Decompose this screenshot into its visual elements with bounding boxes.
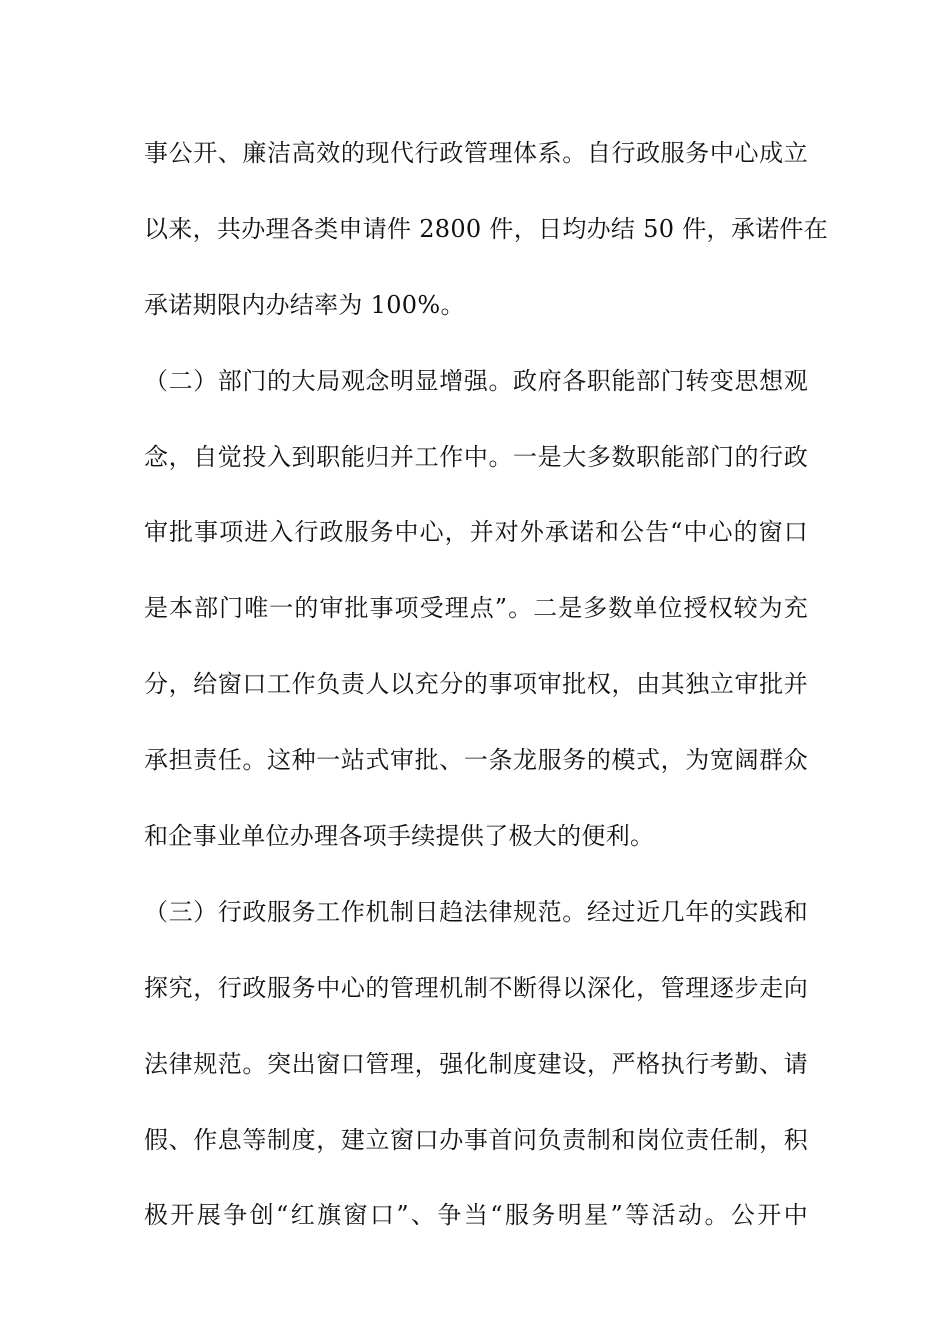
text-line: 念，自觉投入到职能归并工作中。一是大多数职能部门的行政 bbox=[144, 442, 808, 471]
text-line: 是本部门唯一的审批事项受理点”。二是多数单位授权较为充 bbox=[144, 594, 808, 623]
text-line: 假、作息等制度，建立窗口办事首问负责制和岗位责任制，积 bbox=[144, 1125, 808, 1154]
text-line: （二）部门的大局观念明显增强。政府各职能部门转变思想观 bbox=[144, 366, 808, 395]
text-line: 承诺期限内办结率为 100%。 bbox=[144, 290, 465, 319]
text-line: 审批事项进入行政服务中心，并对外承诺和公告“中心的窗口 bbox=[144, 518, 808, 547]
text-line: 探究，行政服务中心的管理机制不断得以深化，管理逐步走向 bbox=[144, 973, 808, 1002]
text-line: 极开展争创“红旗窗口”、争当“服务明星”等活动。公开中 bbox=[144, 1201, 808, 1230]
text-line: （三）行政服务工作机制日趋法律规范。经过近几年的实践和 bbox=[144, 897, 808, 926]
text-line: 分，给窗口工作负责人以充分的事项审批权，由其独立审批并 bbox=[144, 670, 808, 699]
body-text bbox=[144, 133, 829, 1271]
text-line: 法律规范。突出窗口管理，强化制度建设，严格执行考勤、请 bbox=[144, 1049, 808, 1078]
text-line: 承担责任。这种一站式审批、一条龙服务的模式，为宽阔群众 bbox=[144, 746, 808, 775]
text-line: 和企事业单位办理各项手续提供了极大的便利。 bbox=[144, 822, 655, 851]
text-line: 事公开、廉洁高效的现代行政管理体系。自行政服务中心成立 bbox=[144, 139, 808, 167]
text-line: 以来，共办理各类申请件 2800 件，日均办结 50 件，承诺件在 bbox=[144, 214, 829, 243]
